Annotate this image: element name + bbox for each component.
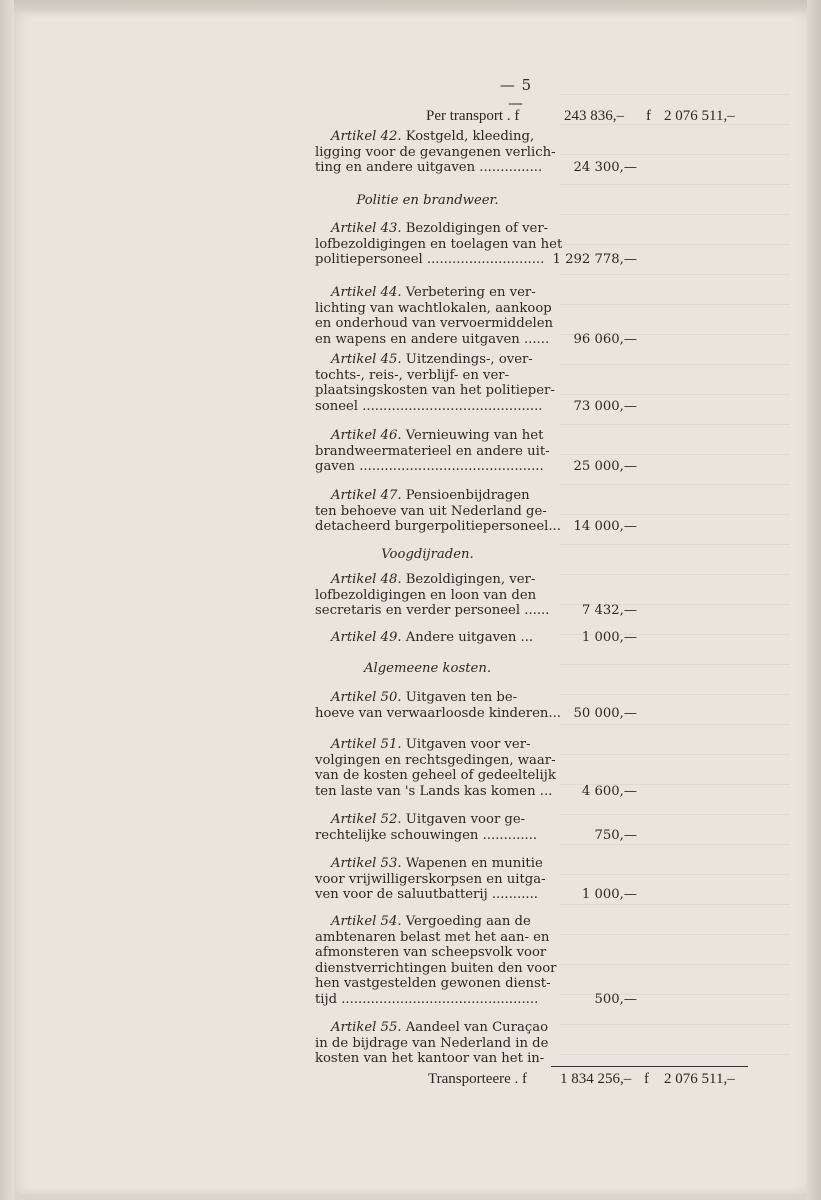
article-line [315, 588, 540, 604]
article-line-text: gaven ............................................ [315, 459, 544, 474]
article-line-text: plaatsingskosten van het politieper- [315, 383, 555, 398]
article-description [315, 572, 550, 619]
article-line-text: lichting van wachtlokalen, aankoop [315, 300, 552, 316]
article-line [315, 368, 540, 384]
article-label: Artikel 48. [331, 572, 402, 587]
article-line-text: politiepersoneel ............................ [315, 252, 545, 267]
article-line [315, 144, 556, 161]
article-line-text: Uitgaven voor ver- [405, 737, 531, 752]
transporteere-label: Transporteere . f [428, 1071, 528, 1087]
article-amount: 750,— [594, 827, 637, 843]
article-label: Artikel 54. [331, 914, 402, 929]
article-line [315, 783, 553, 800]
article-label: Artikel 55. [331, 1020, 402, 1035]
article-line [315, 443, 550, 460]
article-label: Artikel 53. [331, 856, 402, 871]
article-line-text: en wapens en andere uitgaven ...... [315, 331, 550, 347]
article-line-text: in de bijdrage van Nederland in de [315, 1035, 549, 1051]
article-description [315, 488, 561, 535]
article-line [315, 603, 550, 619]
page-edge-left [0, 0, 14, 1200]
article-line [315, 828, 540, 844]
article-line [315, 398, 543, 415]
article-line [315, 887, 540, 903]
article-line-text: hen vastgestelden gewonen dienst- [315, 976, 551, 991]
article-label: Artikel 47. [331, 488, 402, 503]
article-description [315, 737, 556, 799]
article-line-text: rechtelijke schouwingen ............. [315, 827, 538, 843]
article-line-text: Pensioenbijdragen [405, 488, 530, 503]
article-line [315, 992, 540, 1008]
article-description [315, 352, 555, 414]
article-line [315, 488, 540, 504]
article-line-text: secretaris en verder personeel ...... [315, 603, 550, 618]
article-line [315, 316, 554, 332]
article-line-text: dienstverrichtingen buiten den voor [315, 960, 557, 976]
article-label: Artikel 49. [331, 630, 402, 645]
page-edge-right [807, 0, 821, 1200]
article-amount: 25 000,— [573, 459, 637, 474]
article-line [315, 236, 563, 253]
article-description [315, 630, 540, 646]
article-amount: 73 000,— [573, 398, 637, 414]
per-transport-label: Per transport . f [426, 108, 520, 124]
article-line [315, 1035, 549, 1052]
article-line-text: tijd ............................................... [315, 991, 539, 1007]
article-line-text: tochts-, reis-, verblijf- en ver- [315, 367, 510, 383]
article-line [315, 285, 540, 301]
article-description [315, 690, 561, 721]
article-label: Artikel 45. [331, 352, 402, 367]
article-amount: 1 000,— [581, 630, 637, 645]
article-line [315, 572, 540, 588]
article-line-text: lofbezoldigingen en toelagen van het [315, 236, 563, 252]
article-line [315, 871, 546, 888]
article-line-text: brandweermaterieel en andere uit- [315, 443, 550, 459]
article-label: Artikel 51. [331, 737, 402, 752]
article-line-text: detacheerd burgerpolitiepersoneel... [315, 519, 561, 534]
article-line [315, 945, 547, 961]
total-rule [551, 1066, 748, 1067]
article-line [315, 160, 543, 176]
article-description [315, 914, 557, 1007]
article-line-text: Andere uitgaven ... [405, 630, 534, 645]
article-line [315, 752, 556, 769]
article-amount: 500,— [594, 991, 637, 1007]
article-line [315, 252, 545, 268]
article-line [315, 976, 551, 992]
section-heading: Algemeene kosten. [363, 661, 492, 676]
article-description [315, 856, 546, 903]
article-line-text: en onderhoud van vervoermiddelen [315, 316, 554, 331]
article-line [315, 129, 540, 145]
article-line-text: van de kosten geheel of gedeeltelijk [315, 768, 556, 783]
article-line-text: ven voor de saluutbatterij ........... [315, 887, 538, 902]
article-label: Artikel 50. [331, 690, 402, 705]
per-transport-amount-1: 243 836,– [564, 108, 624, 124]
article-line-text: hoeve van verwaarloosde kinderen... [315, 705, 561, 721]
article-line [315, 960, 557, 977]
transporteere-currency-2: f [644, 1071, 649, 1087]
article-line-text: Bezoldigingen of ver- [405, 221, 549, 236]
article-line-text: ting en andere uitgaven ............... [315, 160, 543, 175]
article-line-text: Uitgaven ten be- [405, 690, 518, 705]
article-line-text: Uitgaven voor ge- [405, 812, 526, 827]
article-line-text: Bezoldigingen, ver- [405, 572, 536, 587]
article-amount: 1 000,— [581, 887, 637, 902]
article-line [315, 519, 561, 535]
article-description [315, 428, 550, 475]
article-line-text: ambtenaren belast met het aan- en [315, 929, 550, 945]
article-amount: 4 600,— [581, 783, 637, 799]
article-line-text: kosten van het kantoor van het in- [315, 1051, 545, 1066]
article-line-text: voor vrijwilligerskorpsen en uitga- [315, 871, 546, 887]
article-line [315, 768, 556, 784]
article-line [315, 352, 540, 368]
article-line [315, 929, 550, 946]
article-line [315, 428, 544, 444]
article-line-text: volgingen en rechtsgedingen, waar- [315, 752, 556, 768]
article-line [315, 1051, 545, 1067]
article-line [315, 914, 540, 930]
section-heading: Politie en brandweer. [356, 193, 499, 208]
article-line [315, 856, 543, 872]
article-line [315, 331, 550, 348]
article-line-text: Vergoeding aan de [405, 914, 531, 929]
article-amount: 7 432,— [581, 603, 637, 618]
article-description [315, 221, 563, 268]
article-line [315, 383, 555, 399]
article-label: Artikel 46. [331, 428, 402, 443]
article-line-text: afmonsteren van scheepsvolk voor [315, 945, 547, 960]
section-heading: Voogdijraden. [381, 547, 474, 562]
article-amount: 24 300,— [573, 160, 637, 175]
article-description [315, 285, 554, 347]
article-line [315, 221, 549, 237]
article-description [315, 129, 556, 176]
article-amount: 1 292 778,— [552, 252, 637, 267]
per-transport-amount-2: 2 076 511,– [664, 108, 735, 124]
article-amount: 96 060,— [573, 331, 637, 347]
article-label: Artikel 43. [331, 221, 402, 236]
article-line-text: Uitzendings-, over- [405, 352, 533, 367]
article-description [315, 1020, 549, 1067]
article-line-text: Kostgeld, kleeding, [405, 129, 535, 144]
article-line [315, 690, 540, 706]
article-line-text: ten laste van 's Lands kas komen ... [315, 783, 553, 799]
article-line [315, 300, 552, 317]
article-line [315, 705, 561, 722]
article-amount: 50 000,— [573, 705, 637, 721]
article-amount: 14 000,— [573, 519, 637, 534]
article-label: Artikel 44. [331, 285, 402, 300]
article-label: Artikel 52. [331, 812, 402, 827]
article-line [315, 812, 540, 828]
per-transport-currency-2: f [646, 108, 651, 124]
article-line [315, 459, 544, 475]
article-line-text: ten behoeve van uit Nederland ge- [315, 503, 547, 519]
article-line-text: ligging voor de gevangenen verlich- [315, 144, 556, 160]
article-line [315, 1020, 549, 1036]
page-number: — 5 — [499, 76, 533, 112]
article-line [315, 630, 540, 646]
article-line-text: soneel ........................................... [315, 398, 543, 414]
article-label: Artikel 42. [331, 129, 402, 144]
article-line-text: Wapenen en munitie [405, 856, 543, 871]
transporteere-amount-1: 1 834 256,– [560, 1071, 632, 1087]
article-line-text: Aandeel van Curaçao [405, 1020, 549, 1035]
article-description [315, 812, 540, 843]
article-line-text: lofbezoldigingen en loon van den [315, 587, 537, 603]
article-line-text: Verbetering en ver- [405, 285, 536, 300]
article-line [315, 503, 547, 520]
article-line-text: Vernieuwing van het [405, 428, 544, 443]
transporteere-amount-2: 2 076 511,– [664, 1071, 735, 1087]
article-line [315, 737, 540, 753]
